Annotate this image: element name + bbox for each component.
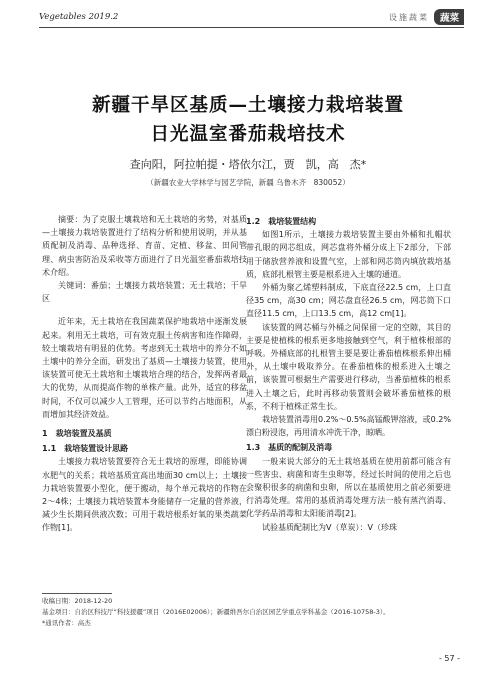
paragraph-1-3-a: 一般来说大部分的无土栽培基质在使用前都可能含有一些害虫、病菌和寄生虫卵等，经过长时间的使用之后也会聚积很多的病菌和虫卵，所以在基质使用之前必须要进行消毒处理。常用的基质消毒处理方法一般有蒸汽消毒、化学药品消毒和太阳能消毒[2]。 bbox=[246, 456, 451, 519]
section-name: 设施蔬菜 bbox=[388, 12, 429, 22]
footnote-received-date: 收稿日期：2018-12-20 bbox=[42, 597, 113, 605]
keywords: 关键词：番茄；土壤接力栽培装置；无土栽培；干旱区 bbox=[42, 281, 247, 304]
subsection-heading-1-3: 1.3 基质的配制及消毒 bbox=[246, 443, 333, 453]
subsection-heading-1-2: 1.2 栽培装置结构 bbox=[246, 217, 317, 226]
footnote-rule bbox=[42, 593, 112, 594]
spacer bbox=[42, 305, 247, 315]
footnotes bbox=[42, 596, 456, 629]
paragraph-1-2-a: 如图1所示，土壤接力栽培装置主要由外桶和扎帽状带孔眼的网芯组成，网芯盘将外桶分成上下2部分，下部用于储放营养液和设置气室，上部和网芯筒内填放栽培基质，底部扎根管主要是根系进入土壤的通道。 bbox=[246, 230, 451, 279]
running-header-journal: Vegetables 2019.2 bbox=[39, 12, 119, 22]
paragraph-1-1: 土壤接力栽培装置要符合无土栽培的原理，即能协调水肥气的关系；栽培基质宜高出地面30 cm以上；土壤接力栽培装置要小型化，便于搬动，每个单元栽培的作物在2～4株；土壤接力栽培装置本身能储存一定量的营养液，减少生长期间供液次数；可用于栽培根系好氧的果类蔬菜作物[1]。 bbox=[42, 457, 247, 533]
footnote-corresponding-author: *通讯作者：高杰 bbox=[42, 619, 91, 627]
left-column bbox=[42, 213, 247, 535]
right-column bbox=[246, 213, 451, 534]
subsection-heading-1-1: 1.1 栽培装置设计思路 bbox=[42, 444, 129, 454]
footnote-funding: 基金项目：自治区科技厅“科技援疆”项目（2016E02006）；新疆维吾尔自治区园艺学重点学科基金（2016-10758-3）。 bbox=[42, 608, 390, 616]
article-title-line-1: 新疆干旱区基质—土壤接力栽培装置 bbox=[91, 95, 404, 116]
section-heading-1: 1 栽培装置及基质 bbox=[42, 429, 112, 439]
running-header-right bbox=[389, 9, 464, 25]
page-number: - 57 - bbox=[438, 654, 460, 663]
paragraph-1-2-d: 栽培装置消毒用0.2%～0.5%高锰酸钾溶液，或0.2%漂白粉浸泡，再用清水冲洗干净，晾晒。 bbox=[246, 415, 451, 438]
abstract: 摘要：为了克服土壤栽培和无土栽培的劣势，对基质—土壤接力栽培装置进行了结构分析和使用说明，并从基质配制及消毒、品种选择、育苗、定植、移盆、田间管理、病虫害防治及采收等方面进行了日光温室番茄栽培技术介绍。 bbox=[42, 215, 247, 277]
paragraph-1-2-b: 外桶为聚乙烯塑料制成，下底直径22.5 cm，上口直径35 cm，高30 cm；网芯盘直径26.5 cm，网芯筒下口直径11.5 cm，上口13.5 cm，高12 cm[1]。 bbox=[246, 283, 451, 319]
paragraph-1-3-b: 试验基质配制比为V（草炭）：V（珍珠 bbox=[262, 522, 397, 532]
author-list: 查向阳，阿拉帕提・塔依尔江，贾 凯，高 杰* bbox=[129, 158, 367, 171]
introduction-paragraph: 近年来，无土栽培在我国蔬菜保护地栽培中逐渐发展起来。利用无土栽培，可有效克服土传病害和连作障碍，较土壤栽培有明显的优势。考虑到无土栽培中的养分不如土壤中的养分全面，研发出了基质—土壤接力装置，使用该装置可使无土栽培和土壤栽培合理的结合，发挥两者最大的优势，从而提高作物的单株产量。此外，适宜的移盆时间，不仅可以减少人工管理，还可以节约占地面积，从而增加其经济效益。 bbox=[42, 317, 247, 419]
article-title-line-2: 日光温室番茄栽培技术 bbox=[150, 124, 346, 145]
header-rule bbox=[39, 27, 464, 28]
author-affiliation: （新疆农业大学林学与园艺学院，新疆 乌鲁木齐 830052） bbox=[146, 178, 350, 187]
paragraph-1-2-c: 该装置的网芯桶与外桶之间保留一定的空隙，其目的主要是使植株的根系更多地接触到空气，利于植株根部的呼吸。外桶底部的扎根管主要是要让番茄植株根系伸出桶外，从土壤中吸取养分。在番茄植株的根系进入土壤之前，该装置可根据生产需要进行移动，当番茄植株的根系进入土壤之后，此时再移动装置则会破坏番茄植株的根系，不利于植株正常生长。 bbox=[246, 322, 451, 411]
section-badge: 蔬菜 bbox=[434, 9, 464, 25]
